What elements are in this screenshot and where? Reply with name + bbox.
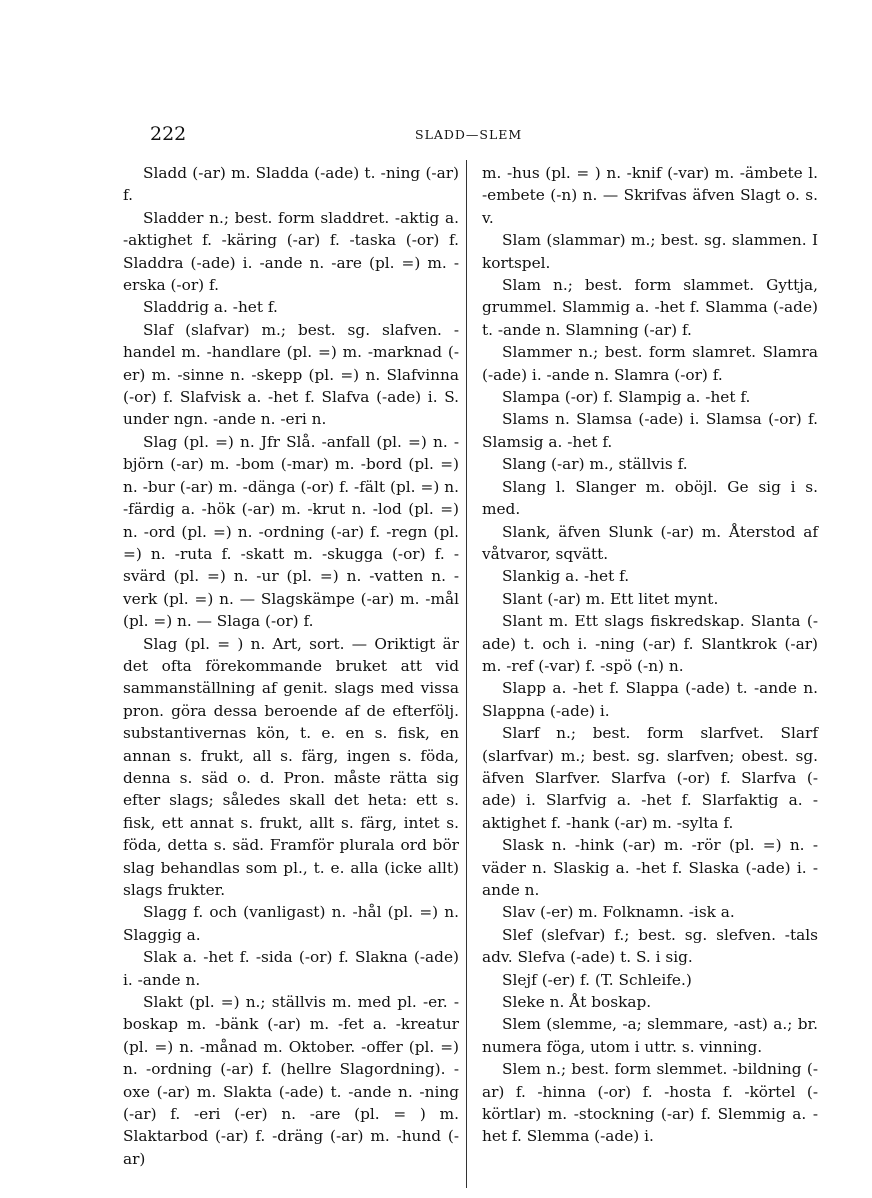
dictionary-entry: Slampa (-or) f. Slampig a. -het f. [502,388,751,407]
dictionary-entry: Slask n. -hink (-ar) m. -rör (pl. =) n. -väder n. Slaskig a. -het f. Slaska (-ade) i. -ande n. [482,836,818,899]
dictionary-entry: Slejf (-er) f. (T. Schleife.) [502,970,692,989]
dictionary-entry: Slag (pl. =) n. Jfr Slå. -anfall (pl. =) n. -björn (-ar) m. -bom (-mar) m. -bord (pl. =) n. -bur (-ar) m. -dänga (-or) f. -fält (pl. =) n. -färdig a. -hök (-ar) m. -krut n. -lod (pl. =) n. -ord (pl. =) n. -ordning (-ar) f. -regn (pl. =) n. -ruta f. -skatt m. -skugga (-or) f. -svärd (pl. =) n. -ur (pl. =) n. -vatten n. -verk (pl. =) n. — Slagskämpe (-ar) m. -mål (pl. =) n. — Slaga (-or) f. [123,432,459,631]
dictionary-entry: Slam (slammar) m.; best. sg. slammen. I kortspel. [482,231,818,272]
dictionary-entry: Slef (slefvar) f.; best. sg. slefven. -tals adv. Slefva (-ade) t. S. i sig. [482,925,818,967]
dictionary-entry: Slam n.; best. form slammet. Gyttja, grummel. Slammig a. -het f. Slamma (-ade) t. -ande n. Slamning (-ar) f. [482,276,818,339]
dictionary-entry: Slant m. Ett slags fiskredskap. Slanta (-ade) t. och i. -ning (-ar) f. Slantkrok (-ar) m. -ref (-var) f. -spö (-n) n. [482,612,818,675]
dictionary-entry: Slang l. Slanger m. oböjl. Ge sig i s. med. [482,477,818,519]
dictionary-entry: Slant (-ar) m. Ett litet mynt. [502,589,719,608]
dictionary-entry: Slag (pl. = ) n. Art, sort. — Oriktigt är det ofta förekommande bruket att vid sammanställning af genit. slags med vissa pron. göra dessa beroende af de efterfölj. substantivernas kön, t. e. en s. fisk, en annan s. frukt, all s. färg, ingen s. föda, denna s. säd o. d. Pron. måste rätta sig efter slags; således skall det heta: ett s. fisk, ett annat s. frukt, allt s. färg, intet s. föda, detta s. säd. Framför plurala ord bör slag behandlas som pl., t. e. alla (icke allt) slags frukter. [123,634,459,899]
dictionary-entry: Slaf (slafvar) m.; best. sg. slafven. -handel m. -handlare (pl. =) m. -marknad (-er) m. -sinne n. -skepp (pl. =) n. Slafvinna (-or) f. Slafvisk a. -het f. Slafva (-ade) i. S. under ngn. -ande n. -eri n. [123,320,459,429]
dictionary-entry: Slem n.; best. form slemmet. -bildning (-ar) f. -hinna (-or) f. -hosta f. -körtel (-körtlar) m. -stockning (-ar) f. Slemmig a. -het f. Slemma (-ade) i. [482,1060,818,1146]
dictionary-entry: Slams n. Slamsa (-ade) i. Slamsa (-or) f. Slamsig a. -het f. [482,410,818,451]
left-column [123,162,459,1170]
dictionary-entry: Slarf n.; best. form slarfvet. Slarf (slarfvar) m.; best. sg. slarfven; obest. sg. äfven Slarfver. Slarfva (-or) f. Slarfva (-ade) i. Slarfvig a. -het f. Slarfaktig a. -aktighet f. -hank (-ar) m. -sylta f. [482,724,818,832]
running-head: SLADD—SLEM [415,127,523,142]
dictionary-entry: Sleke n. Åt boskap. [502,993,652,1012]
dictionary-entry: Slank, äfven Slunk (-ar) m. Återstod af våtvaror, sqvätt. [482,522,818,563]
dictionary-entry: Slem (slemme, -a; slemmare, -ast) a.; br. numera föga, utom i uttr. s. vinning. [482,1015,818,1056]
dictionary-entry: m. -hus (pl. = ) n. -knif (-var) m. -ämbete l. -embete (-n) n. — Skrifvas äfven Slagt o. s. v. [482,164,818,227]
dictionary-entry: Slagg f. och (vanligast) n. -hål (pl. =) n. Slaggig a. [123,903,459,944]
page-number: 222 [150,123,187,145]
dictionary-entry: Sladd (-ar) m. Sladda (-ade) t. -ning (-ar) f. [123,164,459,205]
dictionary-entry: Sladdrig a. -het f. [143,298,278,317]
column-divider [466,160,467,1188]
right-column [482,162,818,1148]
dictionary-entry: Slakt (pl. =) n.; ställvis m. med pl. -er. -boskap m. -bänk (-ar) m. -fet a. -kreatur (pl. =) n. -månad m. Oktober. -offer (pl. =) n. -ordning (-ar) f. (hellre Slagordning). -oxe (-ar) m. Slakta (-ade) t. -ande n. -ning (-ar) f. -eri (-er) n. -are (pl. = ) m. Slaktarbod (-ar) f. -dräng (-ar) m. -hund (-ar) [123,993,459,1168]
dictionary-entry: Slang (-ar) m., ställvis f. [502,455,688,474]
dictionary-entry: Sladder n.; best. form sladdret. -aktig a. -aktighet f. -käring (-ar) f. -taska (-or) f. Sladdra (-ade) i. -ande n. -are (pl. =) m. -erska (-or) f. [123,208,459,295]
dictionary-entry: Slapp a. -het f. Slappa (-ade) t. -ande n. Slappna (-ade) i. [482,679,818,720]
dictionary-entry: Slav (-er) m. Folknamn. -isk a. [502,903,735,922]
dictionary-entry: Slammer n.; best. form slamret. Slamra (-ade) i. -ande n. Slamra (-or) f. [482,343,818,384]
dictionary-entry: Slankig a. -het f. [502,567,630,586]
dictionary-entry: Slak a. -het f. -sida (-or) f. Slakna (-ade) i. -ande n. [123,948,459,989]
